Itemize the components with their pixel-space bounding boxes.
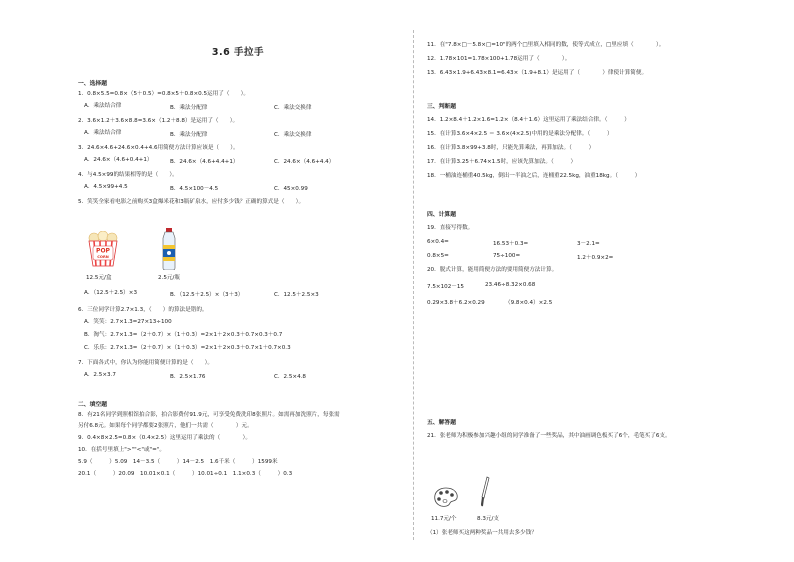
q6-option-a: A．笑笑：2.7×1.3=27×13÷100: [84, 319, 172, 325]
direct-item-6: 1.2＋0.9×2=: [577, 255, 614, 261]
popcorn-price-caption: 12.5元/盒: [86, 275, 112, 281]
q7-option-b: B．2.5×1.76: [170, 374, 206, 380]
question-14: 14．1.2×8.4＋1.2×1.6=1.2×（8.4＋1.6）这里运用了乘法结合律。（ ）: [427, 117, 630, 123]
column-divider: [413, 30, 414, 540]
question-20: 20．脱式计算，能用简便方法的要用简便方法计算。: [427, 267, 558, 273]
question-10: 10．在括号里填上">""<"或"="。: [78, 447, 165, 453]
direct-item-5: 75÷100=: [493, 253, 521, 259]
question-2: 2．3.6×1.2＋3.6×8.8=3.6×（1.2＋8.8）是运用了（ ）。: [78, 118, 239, 124]
q7-option-c: C．2.5×4.8: [274, 374, 306, 380]
q2-option-c: C．乘法交换律: [274, 132, 312, 138]
q6-option-b: B．淘气：2.7×1.3=（2＋0.7）×（1＋0.3）=2×1＋2×0.3＋0.7×0.3＋0.7: [84, 332, 283, 338]
question-21-part-1: （1）张老师买这两种奖品一共用去多少钱？: [427, 530, 537, 536]
q1-option-a: A．乘法结合律: [84, 103, 122, 109]
section-choice-heading: 一、选择题: [78, 81, 107, 87]
palette-price-caption: 11.7元/个: [431, 516, 457, 522]
direct-item-4: 0.8×5=: [427, 253, 449, 259]
q6-option-c: C．乐乐：2.7×1.3=（2＋0.7）×（1＋0.3）=2×1＋2×0.3＋0.7×1＋0.7×0.3: [84, 345, 291, 351]
paint-palette-image: [433, 486, 459, 508]
q4-option-b: B．4.5×100－4.5: [170, 186, 219, 192]
section-fill-heading: 二、填空题: [78, 402, 107, 408]
calc-item-3: 0.29×3.8＋6.2×0.29: [427, 300, 485, 306]
question-8-line-2: 另付6.8元。如果每个同学都要2张照片，他们一共需（ ）元。: [78, 423, 253, 429]
q4-option-a: A．4.5×99+4.5: [84, 184, 128, 190]
question-1: 1．0.8×5.5=0.8×（5＋0.5）=0.8×5＋0.8×0.5运用了（ ）。: [78, 91, 249, 97]
section-judge-heading: 三、判断题: [427, 104, 456, 110]
question-8-line-1: 8．有21名同学到照相馆拍合影，拍合影费付91.9元，可享受免费洗印8张照片。如需再加洗照片，每张需: [78, 412, 340, 418]
calc-item-1: 7.5×102－15: [427, 284, 464, 290]
question-15: 15．在计算3.6×4×2.5 ＝ 3.6×(4×2.5)中用的是乘法分配律。（ ）: [427, 131, 613, 137]
q3-option-b: B．24.6×（4.6+4.4+1）: [170, 159, 239, 165]
question-17: 17．在计算3.25＋6.74×1.5时，应该先算加法。（ ）: [427, 159, 577, 165]
calc-item-4: （9.8×0.4）×2.5: [505, 300, 553, 306]
question-21: 21．张老师为积极参加兴趣小组的同学准备了一些奖品，其中油画调色板买了6个，毛笔买了6支。: [427, 433, 671, 439]
question-9: 9．0.4×8×2.5=0.8×（0.4×2.5）这里运用了乘法的（ ）。: [78, 435, 251, 441]
direct-item-1: 6×0.4=: [427, 239, 449, 245]
bottle-price-caption: 2.5元/瓶: [158, 275, 180, 281]
calc-item-2: 23.46÷8.32×0.68: [485, 282, 536, 288]
question-19: 19．直接写得数。: [427, 225, 474, 231]
popcorn-box-image: [86, 231, 120, 267]
q5-option-b: B．（12.5＋2.5）×（3＋3）: [170, 292, 244, 298]
question-10-row-2: 20.1（ ）20.09 10.01×0.1（ ）10.01÷0.1 1.1×0.3（ ）0.3: [78, 471, 293, 477]
section-solve-heading: 五、解答题: [427, 420, 456, 426]
q4-option-c: C．45×0.99: [274, 186, 308, 192]
question-5: 5．笑笑全家看电影之前购买3盒爆米花和3瓶矿泉水，应付多少钱？正确的算式是（ ）。: [78, 199, 305, 205]
question-3: 3．24.6×4.6+24.6×0.4+4.6用简便方法计算应该是（ ）。: [78, 145, 239, 151]
question-13: 13．6.43×1.9+6.43×8.1=6.43×（1.9+8.1）是运用了（ ）律使计算简便。: [427, 70, 648, 76]
question-11: 11．在"7.8×□－5.8×□=10"的两个□里填入相同的数，使等式成立，□里应填（ ）。: [427, 42, 665, 48]
question-10-row-1: 5.9（ ）5.09 14－3.5（ ）14－2.5 1.6千米（ ）1599米: [78, 459, 278, 465]
q5-option-a: A．（12.5＋2.5）×3: [84, 290, 137, 296]
brush-image: [479, 476, 491, 508]
popcorn-label-top: POP: [96, 247, 110, 255]
q1-option-c: C．乘法交换律: [274, 105, 312, 111]
question-16: 16．在计算3.8×99+3.8时，只能先算乘法，再算加法。（ ）: [427, 145, 595, 151]
question-18: 18．一桶油连桶重40.5kg，倒出一半油之后，连桶重22.5kg，油重18kg。（ ）: [427, 173, 641, 179]
question-7: 7．下面各式中，你认为你能用简便计算的是（ ）。: [78, 360, 214, 366]
q3-option-a: A．24.6×（4.6+0.4+1）: [84, 157, 153, 163]
popcorn-label-bottom: CORN: [97, 255, 109, 259]
q1-option-b: B．乘法分配律: [170, 105, 208, 111]
q2-option-a: A．乘法结合律: [84, 130, 122, 136]
q7-option-a: A．2.5×3.7: [84, 372, 116, 378]
section-calc-heading: 四、计算题: [427, 212, 456, 218]
q5-option-c: C．12.5＋2.5×3: [274, 292, 319, 298]
q3-option-c: C．24.6×（4.6+4.4）: [274, 159, 335, 165]
question-12: 12．1.78×101=1.78×100+1.78运用了（ ）。: [427, 56, 571, 62]
direct-item-2: 16.53＋0.3=: [493, 241, 529, 247]
water-bottle-image: [160, 228, 178, 270]
question-4: 4．与4.5×99的结果相等的是（ ）。: [78, 172, 178, 178]
page-title: 3.6 手拉手: [211, 47, 265, 58]
brush-price-caption: 8.3元/支: [477, 516, 499, 522]
question-6: 6．三位同学计算2.7×1.3，（ ）的算法是错的。: [78, 307, 208, 313]
q2-option-b: B．乘法分配律: [170, 132, 208, 138]
direct-item-3: 3－2.1=: [577, 241, 600, 247]
